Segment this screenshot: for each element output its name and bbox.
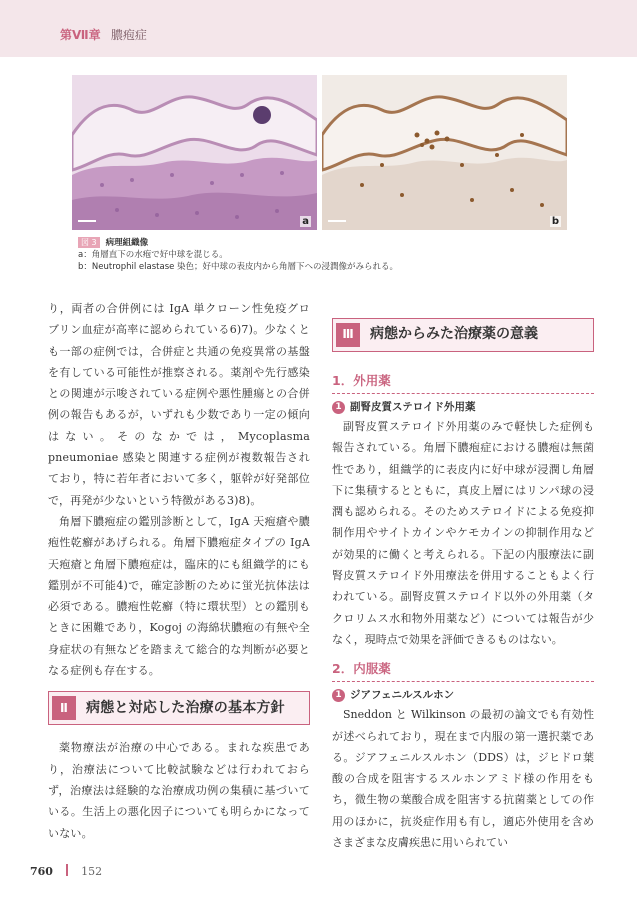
item-steroid-title: 副腎皮質ステロイド外用薬	[350, 401, 476, 413]
item-dapsone-title: ジアフェニルスルホン	[350, 689, 455, 702]
scale-bar	[78, 220, 96, 222]
figure-caption	[78, 237, 558, 273]
panel-a-label: a	[302, 216, 309, 227]
section-3-heading	[332, 318, 594, 352]
elastase-stain-image	[322, 75, 567, 230]
subsection-topical: 1．外用薬	[332, 372, 594, 394]
right-column	[332, 318, 594, 853]
chapter-title: 膿疱症	[110, 28, 147, 42]
subsection-oral: 2．内服薬	[332, 660, 594, 682]
histology-panel-b	[322, 75, 567, 230]
paragraph-2: 角層下膿疱症の鑑別診断として，IgA 天疱瘡や膿疱性乾癬があげられる。角層下膿疱症タイプの IgA 天疱瘡と角層下膿疱症は，臨床的にも組織学的にも鑑別が不可能4)で，確定診断のために蛍光抗体法は必須である。膿疱性乾癬（特に環状型）との鑑別もときに困難であり，Kogoj の海綿状膿疱の有無や全身症状の有無などを踏まえて総合的な判断が必要となる症例も存在する。	[48, 514, 310, 678]
caption-title: 病理組織像	[105, 238, 149, 248]
histology-panel-a	[72, 75, 317, 230]
section-2-number: Ⅱ	[52, 696, 76, 720]
scale-bar	[328, 220, 346, 222]
paragraph-5: Sneddon と Wilkinson の最初の論文でも有効性が述べられており，現在まで内服の第一選択薬である。ジアフェニルスルホン（DDS）は，ジヒドロ葉酸の合成を阻害するスルホンアミド様の作用をもち，微生物の葉酸合成を阻害する抗菌薬としての作用のほかに，抗炎症作用も有し，適応外使用を含めさまざまな皮膚疾患に用いられてい	[332, 708, 594, 850]
chapter-number: 第Ⅶ章	[60, 28, 101, 42]
item-dapsone	[332, 686, 594, 704]
section-3-number: Ⅲ	[336, 323, 360, 347]
he-stain-image	[72, 75, 317, 230]
page-number: 760	[30, 865, 53, 878]
item-steroid	[332, 398, 594, 416]
caption-line-b: b：Neutrophil elastase 染色；好中球の表皮内から角層下への浸潤像がみられる。	[78, 262, 399, 272]
section-2-heading	[48, 691, 310, 725]
figure-number-tag: 図 3	[78, 237, 100, 248]
page-footer	[30, 860, 102, 879]
caption-line-a: a：角層直下の水疱で好中球を混じる。	[78, 250, 228, 260]
item-number-badge: 1	[332, 689, 345, 702]
panel-b-label: b	[551, 216, 559, 227]
paragraph-1: り，両者の合併例には IgA 単クローン性免疫グロブリン血症が高率に認められている6)7)。少なくとも一部の症例では，合併症と共通の免疫異常の基盤を有している可能性が推察される。薬剤や先行感染との関連が示唆されている症例や悪性腫瘍との合併例の報告もあるが，いずれも少数であり一定の傾向はない。そのなかでは，Mycoplasma pneumoniae 感染と関連する症例が複数報告されており，特に若年者において多く，躯幹が好発部位で，再発が少ないという特徴がある3)8)。	[48, 302, 310, 507]
paragraph-4: 副腎皮質ステロイド外用薬のみで軽快した症例も報告されている。角層下膿疱症における膿疱は無菌性であり，組織学的に表皮内に好中球が浸潤し角層下に集積するとともに，真皮上層にはリンパ球の浸潤も認められる。そのためステロイドによる免疫抑制作用やサイトカインやケモカインの抑制作用などが効果的に働くと考えられる。下記の内服療法に副腎皮質ステロイド外用療法を併用することもよく行われている。副腎皮質ステロイド以外の外用薬（タクロリムス水和物外用薬など）については報告が少なく，現時点で効果を評価できるものはない。	[332, 420, 594, 646]
left-column	[48, 298, 310, 844]
footer-divider	[66, 864, 68, 876]
paragraph-3: 薬物療法が治療の中心である。まれな疾患であり，治療法について比較試験などは行われておらず，治療法は経験的な治療成功例の集積に基づいている。生活上の悪化因子についても明らかになっていない。	[48, 741, 310, 840]
sub-page-number: 152	[81, 865, 103, 878]
figure-3	[72, 75, 568, 230]
section-2-title: 病態と対応した治療の基本方針	[86, 699, 285, 716]
chapter-heading	[60, 26, 147, 43]
section-3-title: 病態からみた治療薬の意義	[370, 326, 538, 343]
page-header	[0, 0, 637, 57]
item-number-badge: 1	[332, 401, 345, 414]
